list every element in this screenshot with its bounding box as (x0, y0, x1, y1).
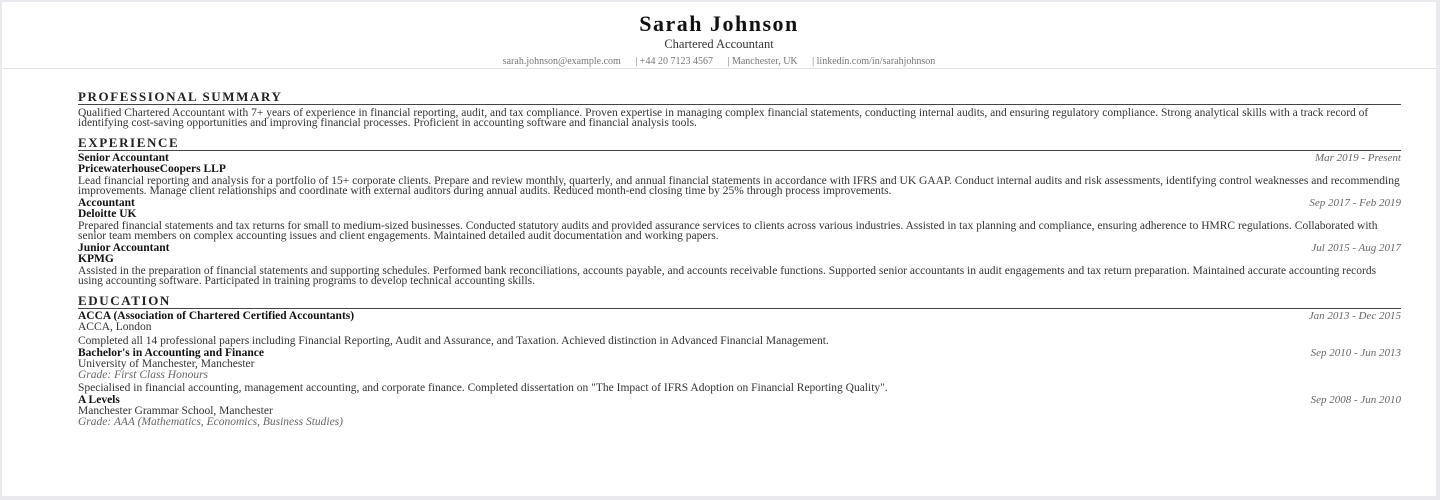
institution-name: University of Manchester, Manchester (78, 358, 255, 370)
degree-title: Bachelor's in Accounting and Finance (78, 347, 264, 359)
education-description: Specialised in financial accounting, management accounting, and corporate finance. Completed dissertation on "The Impact of IFRS Adoption on Financial Reporting Quality". (78, 382, 888, 394)
job-description: Prepared financial statements and tax returns for small to medium-sized businesses. Conducted statutory audits and provided assurance services to clients across various industries. Assisted in tax planning and compliance, ensuring adherence to HMRC regulations. Collaborated with senior team members on complex accounting issues and client engagements. Maintained detailed audit documentation and working papers. (78, 220, 1378, 242)
contact-phone: | +44 20 7123 4567 (635, 56, 713, 67)
degree-title: ACCA (Association of Chartered Certified Accountants) (78, 310, 355, 322)
education-grade: Grade: AAA (Mathematics, Economics, Business Studies) (78, 416, 343, 428)
company-name: KPMG (78, 253, 114, 265)
education-grade: Grade: First Class Honours (78, 369, 209, 381)
education-section (78, 293, 1401, 427)
contact-email[interactable]: sarah.johnson@example.com (502, 56, 621, 67)
summary-section (78, 89, 1401, 128)
company-name: Deloitte UK (78, 208, 137, 220)
education-dates: Jan 2013 - Dec 2015 (1308, 310, 1401, 322)
contact-linkedin[interactable]: | linkedin.com/in/sarahjohnson (812, 56, 936, 67)
institution-name: ACCA, London (78, 321, 152, 333)
company-name: PricewaterhouseCoopers LLP (78, 163, 226, 175)
candidate-name: Sarah Johnson (639, 11, 799, 36)
contact-location: | Manchester, UK (727, 56, 798, 67)
education-item (78, 348, 1401, 393)
education-description: Completed all 14 professional papers including Financial Reporting, Audit and Assurance, and Taxation. Achieved distinction in Advanced Financial Management. (78, 335, 829, 347)
job-description: Assisted in the preparation of financial statements and supporting schedules. Performed bank reconciliations, accounts payable, and accounts receivable functions. Supported senior accountants in audit engagements and tax return preparation. Maintained accurate accounting records using accounting software. Participated in training programs to develop technical accounting skills. (78, 265, 1377, 287)
resume-page (2, 2, 1436, 496)
experience-section (78, 135, 1401, 286)
degree-title: A Levels (78, 394, 120, 406)
job-title: Senior Accountant (78, 152, 169, 164)
experience-item (78, 243, 1401, 286)
job-title: Junior Accountant (78, 242, 170, 254)
education-item (78, 311, 1401, 346)
education-dates: Sep 2008 - Jun 2010 (1310, 394, 1401, 406)
contact-line (2, 55, 1436, 69)
experience-heading: EXPERIENCE (78, 135, 1401, 151)
job-dates: Sep 2017 - Feb 2019 (1309, 197, 1401, 209)
education-heading: EDUCATION (78, 293, 1401, 309)
job-dates: Mar 2019 - Present (1314, 152, 1401, 164)
resume-body (2, 69, 1436, 427)
job-dates: Jul 2015 - Aug 2017 (1311, 242, 1401, 254)
experience-item (78, 153, 1401, 196)
candidate-title: Chartered Accountant (664, 37, 774, 51)
summary-text: Qualified Chartered Accountant with 7+ years of experience in financial reporting, audit, and tax compliance. Proven expertise in managing complex financial statements, conducting internal audits, and ensuring regulatory compliance. Strong analytical skills with a track record of identifying cost-saving opportunities and improving financial processes. Proficient in accounting software and financial analysis tools. (78, 107, 1369, 129)
institution-name: Manchester Grammar School, Manchester (78, 405, 273, 417)
job-description: Lead financial reporting and analysis for a portfolio of 15+ corporate clients. Prepare and review monthly, quarterly, and annual financial statements in accordance with IFRS and UK GAAP. Conduct internal audits and risk assessments, identifying control weaknesses and recommending improvements. Manage client relationships and coordinate with external auditors during annual audits. Reduced month-end closing time by 25% through process improvements. (78, 175, 1400, 197)
education-item (78, 395, 1401, 427)
resume-header (2, 2, 1436, 69)
job-title: Accountant (78, 197, 135, 209)
summary-heading: PROFESSIONAL SUMMARY (78, 89, 1401, 105)
education-dates: Sep 2010 - Jun 2013 (1310, 347, 1401, 359)
experience-item (78, 198, 1401, 241)
